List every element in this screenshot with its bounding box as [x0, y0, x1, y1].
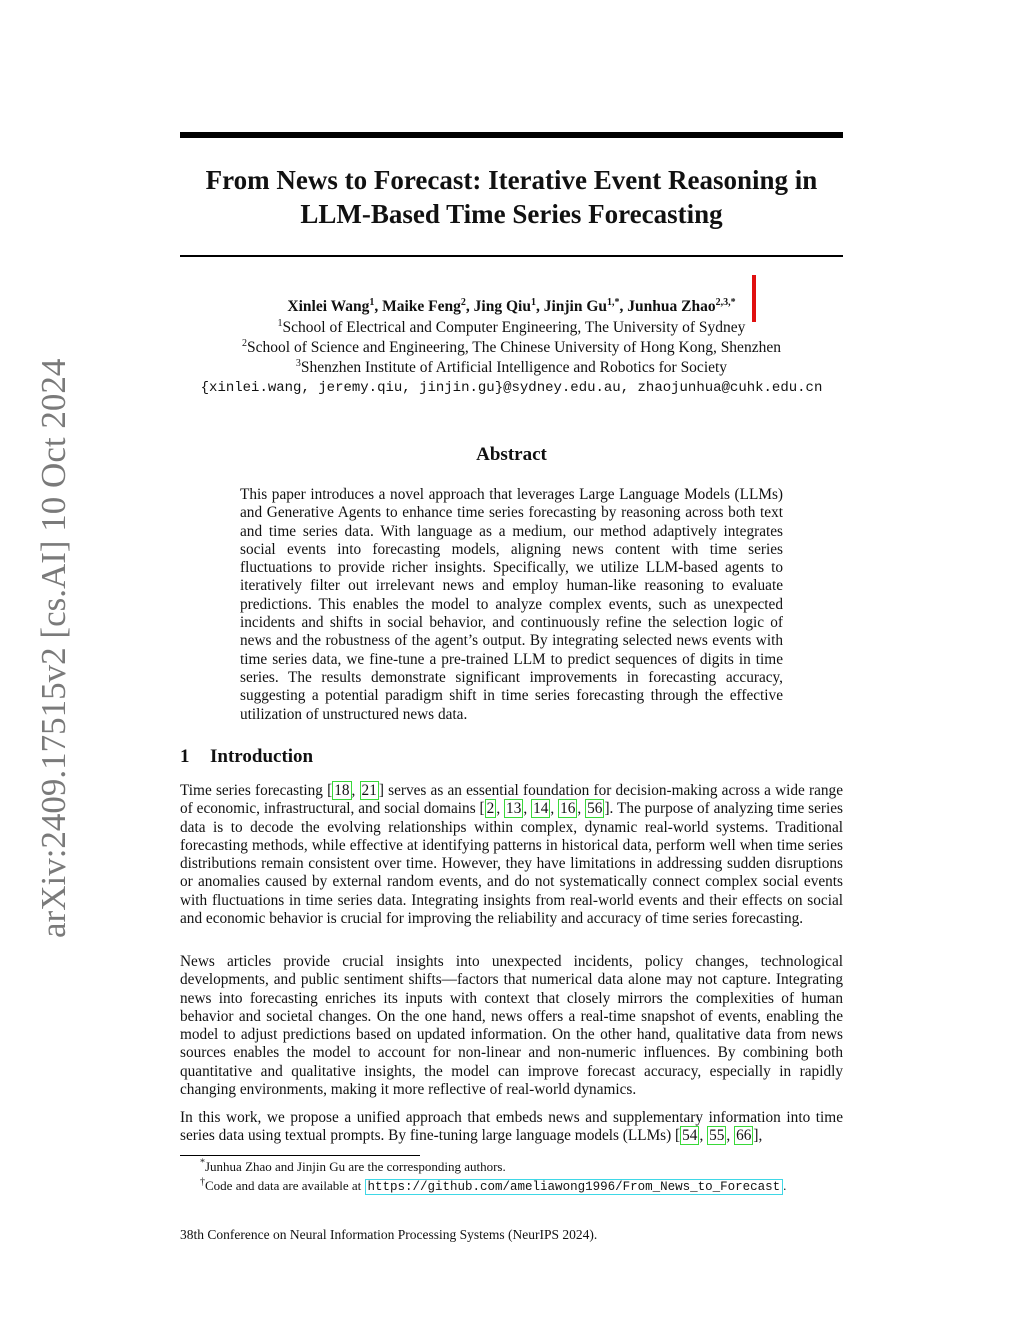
red-marker: [752, 275, 756, 322]
abstract-text: This paper introduces a novel approach that leverages Large Language Models (LLMs) and Generative Agents to enhance time series forecasting by reasoning across both text and time series data. With language as a medium, our method adaptively integrates social events into forecasting models, aligning news content with time series fluctuations to provide richer insights. Specifically, we utilize LLM-based agents to iteratively filter out irrelevant news and employ human-like reasoning to evaluate predictions. This enables the model to analyze complex events, such as unexpected incidents and shifts in social behavior, and continuously refine the selection logic of news and the robustness of the agent’s output. By integrating selected news events with time series data, we fine-tune a pre-trained LLM to predict sequences of digits in time series. The results demonstrate significant improvements in forecasting accuracy, suggesting a potential paradigm shift in time series forecasting through the effective utilization of unstructured news data.: [240, 486, 783, 723]
citation-link[interactable]: 18: [334, 782, 350, 799]
code-repo-link[interactable]: https://github.com/ameliawong1996/From_News_to_Forecast: [365, 1179, 784, 1195]
paragraph-1: Time series forecasting [ 18 , 21 ] serves as an essential foundation for decision-making across a wide range of economic, infrastructural, and social domains [ 2 , 13 , 14 , 16 , 56 ]. The purpose of analyzing time series data is to decode the evolving relationships within complex, dynamic real-world systems. Traditional forecasting methods, while effective at identifying patterns in historical data, perform well when time series distributions remain consistent over time. However, they have limitations in addressing sudden disruptions or anomalies caused by external random events, and do not systematically connect complex social events with fluctuations in time series data. Integrating insights from real-world events and their effects on social and economic behavior is crucial for improving the reliability and accuracy of time series forecasting.: [180, 782, 843, 928]
author: Jinjin Gu: [543, 298, 608, 315]
affiliation-3: $^3$Shenzhen Institute of Artificial Intelligence and Robotics for Society: [295, 357, 728, 376]
section-heading: [180, 745, 313, 769]
citation-link[interactable]: 56: [587, 800, 603, 818]
citation-link[interactable]: 55: [709, 1127, 725, 1145]
author-emails: {xinlei.wang, jeremy.qiu, jinjin.gu}@sydney.edu.au, zhaojunhua@cuhk.edu.cn: [200, 380, 823, 396]
arxiv-side-label: arXiv:2409.17515v2 [cs.AI] 10 Oct 2024: [34, 358, 73, 938]
conference-footer: 38th Conference on Neural Information Processing Systems (NeurIPS 2024).: [180, 1227, 598, 1242]
paper-title: [180, 163, 843, 231]
footnote-rule: [180, 1155, 420, 1156]
author: Junhua Zhao: [627, 298, 716, 315]
affiliation-2: $^2$School of Science and Engineering, The Chinese University of Hong Kong, Shenzhen: [242, 337, 781, 356]
citation-link[interactable]: 54: [682, 1127, 698, 1145]
paragraph-2: News articles provide crucial insights into unexpected incidents, policy changes, technological developments, and public sentiment shifts—factors that numerical data alone may not capture. Integrating news into forecasting enriches its inputs with context that closely mirrors the complexities of human behavior and societal changes. On the one hand, news offers a real-time snapshot of events, enabling the model to adjust predictions based on updated information. On the other hand, qualitative data from news sources enables the model to account for non-linear and non-numeric influences. By combining both quantitative and qualitative insights, the model can improve forecast accuracy, especially in rapidly changing environments, making it more reflective of real-world dynamics.: [180, 953, 843, 1099]
title-line-1: From News to Forecast: Iterative Event Reasoning in: [205, 165, 818, 195]
author: Maike Feng: [382, 298, 461, 315]
citation-link[interactable]: 14: [533, 800, 549, 818]
abstract-heading: Abstract: [476, 444, 547, 465]
affiliation-1: $^1$School of Electrical and Computer Engineering, The University of Sydney: [277, 317, 746, 336]
footnote-2: †Code and data are available at https://github.com/ameliawong1996/From_News_to_Forecast .: [200, 1176, 787, 1194]
title-rule-top: [180, 132, 843, 138]
title-rule-bottom: [180, 255, 843, 257]
citation-link[interactable]: 13: [506, 800, 522, 818]
author-list: Xinlei Wang$^1$, Maike Feng$^2$, Jing Qiu$^1$, Jinjin $Gu^{1,*}$, Junhua Zhao$^{2,3,*}$: [287, 296, 736, 315]
title-line-2: LLM-Based Time Series Forecasting: [300, 199, 723, 229]
citation-link[interactable]: 16: [560, 800, 576, 818]
author: Xinlei Wang: [287, 298, 370, 315]
section-number: 1: [180, 746, 190, 767]
section-title: Introduction: [210, 746, 314, 767]
citation-link[interactable]: 21: [361, 782, 377, 799]
citation-link[interactable]: 66: [736, 1127, 752, 1145]
author: Jing Qiu: [473, 298, 531, 315]
citation-link[interactable]: 2: [486, 800, 495, 818]
footnote-1: *Junhua Zhao and Jinjin Gu are the corresponding authors.: [200, 1157, 506, 1174]
paragraph-3: In this work, we propose a unified approach that embeds news and supplementary information into time series data using textual prompts. By fine-tuning large language models (LLMs) [ 54 , 55 , 66 ],: [180, 1109, 843, 1145]
